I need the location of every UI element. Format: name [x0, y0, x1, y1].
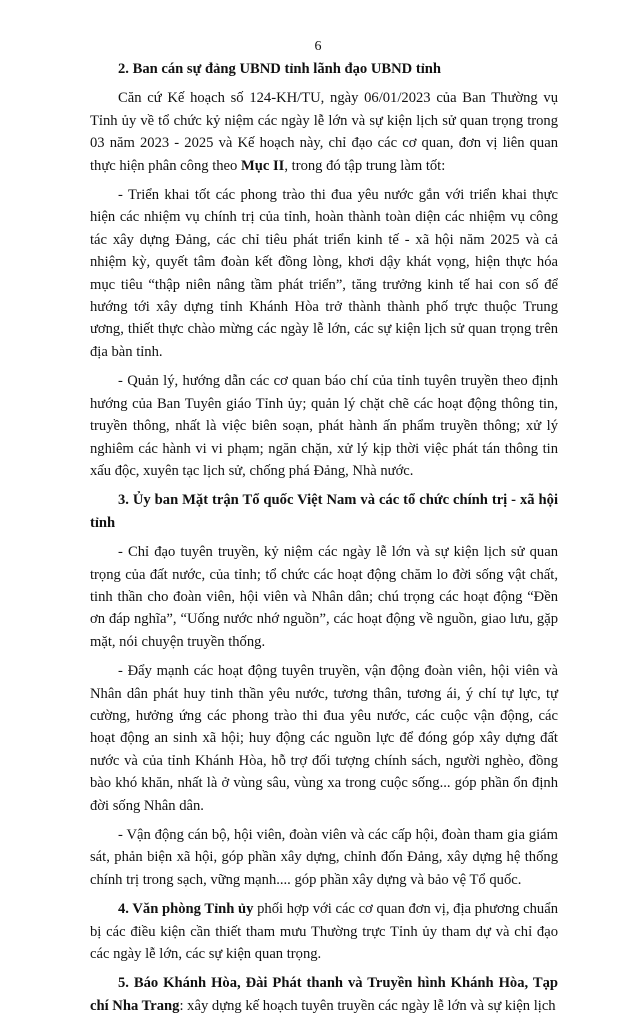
- section-heading-3: 3. Ủy ban Mặt trận Tổ quốc Việt Nam và các tổ chức chính trị - xã hội tỉnh: [90, 492, 558, 531]
- paragraph: 5. Báo Khánh Hòa, Đài Phát thanh và Truyền hình Khánh Hòa, Tạp chí Nha Trang: xây dựng kế hoạch tuyên truyền các ngày lễ lớn và sự kiện lịch: [90, 975, 558, 1014]
- paragraph: - Đẩy mạnh các hoạt động tuyên truyền, vận động đoàn viên, hội viên và Nhân dân phát huy tinh thần yêu nước, tương thân, tương ái, ý chí tự lực, tự cường, hưởng ứng các phong trào thi đua yêu nước, các cuộc vận động, các hoạt động an sinh xã hội; huy động các nguồn lực để đóng góp xây dựng đất nước và của tỉnh Khánh Hòa, hỗ trợ đối tượng chính sách, người nghèo, đồng bào khó khăn, nhất là ở vùng sâu, vùng xa trong cuộc sống... góp phần ổn định đời sống Nhân dân.: [90, 663, 558, 814]
- paragraph: - Vận động cán bộ, hội viên, đoàn viên và các cấp hội, đoàn tham gia giám sát, phản biện xã hội, góp phần xây dựng, chỉnh đốn Đảng, xây dựng hệ thống chính trị trong sạch, vững mạnh.... góp phần xây dựng và bảo vệ Tổ quốc.: [90, 827, 558, 888]
- bold-reference: Mục II: [240, 157, 285, 174]
- section-heading-2: 2. Ban cán sự đảng UBND tỉnh lãnh đạo UBND tỉnh: [118, 61, 442, 77]
- paragraph: - Chỉ đạo tuyên truyền, kỷ niệm các ngày lễ lớn và sự kiện lịch sử quan trọng của đất nước, của tỉnh; tổ chức các hoạt động chăm lo đời sống vật chất, tinh thần cho đoàn viên, hội viên và Nhân dân; chú trọng các hoạt động “Đền ơn đáp nghĩa”, “Uống nước nhớ nguồn”, các hoạt động về nguồn, giao lưu, gặp mặt, nói chuyện truyền thống.: [90, 544, 558, 650]
- section-heading-5: 5. Báo Khánh Hòa, Đài Phát thanh và Truyền hình Khánh Hòa, Tạp chí Nha Trang: [90, 975, 558, 1014]
- section-heading-4: 4. Văn phòng Tỉnh ủy: [118, 901, 254, 918]
- paragraph: 4. Văn phòng Tỉnh ủy phối hợp với các cơ quan đơn vị, địa phương chuẩn bị các điều kiện cần thiết tham mưu Thường trực Tỉnh ủy tham dự và chỉ đạo các ngày lễ lớn, các sự kiện quan trọng.: [90, 901, 558, 963]
- paragraph: - Triển khai tốt các phong trào thi đua yêu nước gắn với triển khai thực hiện các nhiệm vụ chính trị của tỉnh, hoàn thành toàn diện các nhiệm vụ công tác xây dựng Đảng, các chỉ tiêu phát triển kinh tế - xã hội năm 2025 và cả nhiệm kỳ, quyết tâm đoàn kết đồng lòng, khơi dậy khát vọng, hiện thực hóa mục tiêu “thập niên nâng tầm phát triển”, tăng trưởng kinh tế hai con số để hướng tới xây dựng tỉnh Khánh Hòa trở thành thành phố trực thuộc Trung ương, thiết thực chào mừng các ngày lễ lớn, các sự kiện lịch sử quan trọng trên địa bàn tỉnh.: [90, 187, 558, 360]
- page-number: 6: [314, 39, 322, 54]
- paragraph: Căn cứ Kế hoạch số 124-KH/TU, ngày 06/01/2023 của Ban Thường vụ Tỉnh ủy về tổ chức kỷ niệm các ngày lễ lớn và sự kiện lịch sử quan trọng trong 03 năm 2023 - 2025 và Kế hoạch này, chỉ đạo các cơ quan, đơn vị liên quan thực hiện phân công theo Mục II, trong đó tập trung làm tốt:: [90, 90, 558, 174]
- paragraph: - Quản lý, hướng dẫn các cơ quan báo chí của tỉnh tuyên truyền theo định hướng của Ban Tuyên giáo Tỉnh ủy; quản lý chặt chẽ các hoạt động thông tin, truyền thông, nhất là việc biên soạn, phát hành ấn phẩm truyền thông; xử lý nghiêm các hành vi vi phạm; ngăn chặn, xử lý kịp thời việc phát tán thông tin xấu độc, xuyên tạc lịch sử, chống phá Đảng, Nhà nước.: [90, 373, 558, 479]
- document-body: [90, 58, 558, 1024]
